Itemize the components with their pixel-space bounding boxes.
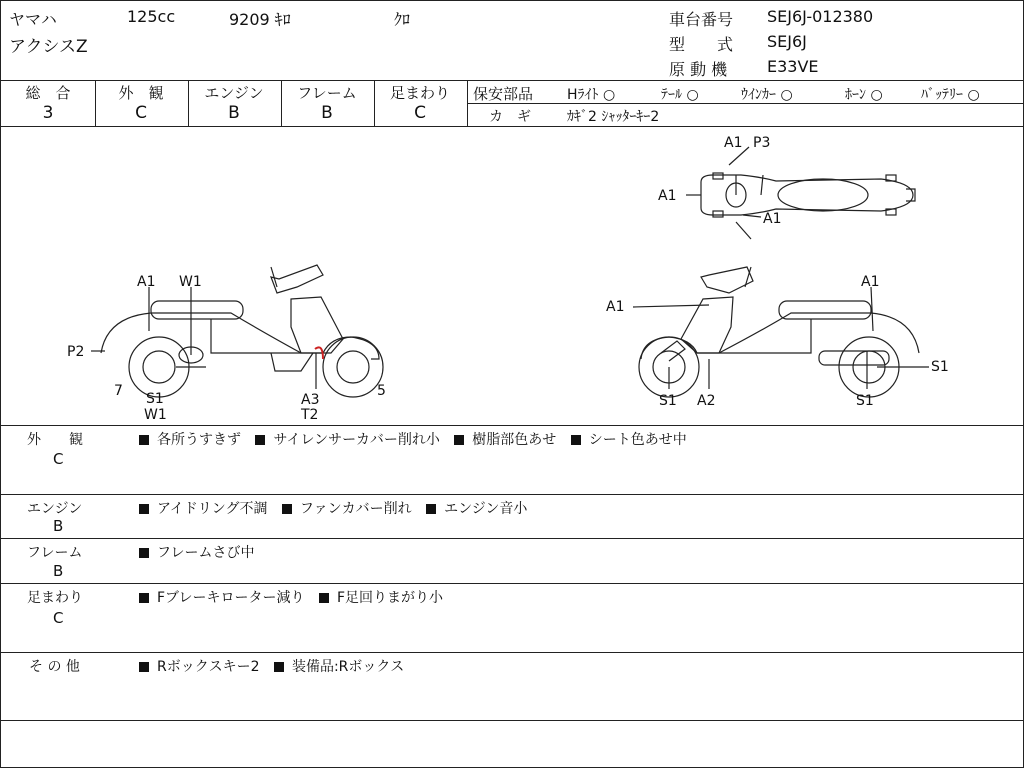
label-leader-lines: [91, 175, 929, 389]
divider: [1, 80, 1023, 81]
displacement: 125cc: [127, 7, 176, 26]
note-item: エンジン音小: [444, 501, 528, 517]
bullet-square-icon: [139, 548, 149, 558]
cond-other-notes: [139, 656, 404, 676]
cond-frame-title: フレーム: [27, 545, 83, 561]
safety-item-tail: ﾃｰﾙ ○: [661, 87, 699, 103]
frame-no-label: 車台番号: [669, 10, 734, 29]
label-p3: P3: [753, 135, 771, 151]
bullet-square-icon: [571, 435, 581, 445]
damage-diagram: [1, 127, 1023, 425]
label-left-t2: T2: [301, 407, 319, 423]
body-color: ｸﾛ: [394, 10, 411, 29]
grade-overall-label: 総 合: [25, 84, 71, 102]
note-item: アイドリング不調: [157, 501, 268, 517]
note-item: Fブレーキローター減り: [157, 590, 305, 606]
safety-mark-horn: ○: [870, 87, 883, 103]
safety-mark-winker: ○: [780, 87, 793, 103]
label-left-w1b: W1: [144, 407, 167, 423]
label-right-a1-rear: A1: [861, 274, 880, 290]
bullet-square-icon: [426, 504, 436, 514]
label-left-w1: W1: [179, 274, 202, 290]
safety-item-headlight: Hﾗｲﾄ ○: [567, 87, 616, 103]
label-a1-front: A1: [658, 188, 677, 204]
grade-exterior-value: C: [135, 103, 147, 123]
grade-engine-value: B: [228, 103, 240, 123]
safety-mark-tail: ○: [686, 87, 699, 103]
grade-exterior-label: 外 観: [118, 84, 164, 102]
cond-suspension-title: 足まわり: [27, 590, 83, 606]
label-left-s1: S1: [146, 391, 164, 407]
grade-suspension-label: 足まわり: [389, 84, 450, 102]
cond-exterior-grade: C: [53, 450, 64, 468]
divider: [1, 652, 1023, 653]
scooter-top-view: [701, 147, 915, 239]
cond-suspension-notes: [139, 587, 443, 607]
frame-no: SEJ6J-012380: [767, 7, 874, 26]
safety-item-horn: ﾎｰﾝ ○: [845, 87, 883, 103]
bullet-square-icon: [274, 662, 284, 672]
label-a1-side: A1: [763, 211, 782, 227]
cond-frame-notes: [139, 542, 254, 562]
bullet-square-icon: [255, 435, 265, 445]
cond-engine-notes: [139, 498, 527, 518]
grade-frame-label: フレーム: [297, 84, 357, 102]
bullet-square-icon: [139, 662, 149, 672]
cond-suspension-grade: C: [53, 609, 64, 627]
cond-exterior-title: 外 観: [27, 432, 83, 448]
bullet-square-icon: [454, 435, 464, 445]
cond-exterior-notes: [139, 429, 687, 449]
grade-suspension-value: C: [414, 103, 426, 123]
mileage: 9209 ｷﾛ: [229, 10, 291, 29]
label-a1-top: A1: [724, 135, 743, 151]
grade-overall-value: 3: [42, 103, 54, 123]
type-value: SEJ6J: [767, 32, 807, 51]
divider: [1, 425, 1023, 426]
grade-engine-label: エンジン: [204, 84, 264, 102]
note-item: F足回りまがり小: [336, 590, 444, 606]
type-label: 型 式: [669, 35, 734, 54]
divider: [1, 720, 1023, 721]
bullet-square-icon: [139, 435, 149, 445]
note-item: 各所うすきず: [157, 432, 241, 448]
label-left-a1: A1: [137, 274, 156, 290]
divider: [1, 538, 1023, 539]
note-item: フレームさび中: [157, 545, 255, 561]
cond-engine-title: エンジン: [27, 501, 83, 517]
note-item: Rボックスキー2: [157, 659, 260, 675]
label-right-s1-rear: S1: [856, 393, 874, 409]
key-value: ｶｷﾞ2 ｼｬｯﾀｰｷｰ2: [567, 109, 660, 125]
safety-title: 保安部品: [473, 85, 534, 103]
divider: [1, 494, 1023, 495]
label-right-s1-side: S1: [931, 359, 949, 375]
label-left-a3: A3: [301, 392, 320, 408]
key-label: カ ギ: [489, 109, 531, 125]
cond-engine-grade: B: [53, 517, 64, 535]
divider: [1, 583, 1023, 584]
label-left-7: 7: [114, 383, 123, 399]
label-right-s1-front: S1: [659, 393, 677, 409]
grade-frame-value: B: [321, 103, 333, 123]
safety-mark-battery: ○: [967, 87, 980, 103]
bullet-square-icon: [139, 504, 149, 514]
label-left-p2: P2: [67, 344, 85, 360]
cond-frame-grade: B: [53, 562, 64, 580]
note-item: ファンカバー削れ: [299, 501, 412, 517]
note-item: 樹脂部色あせ: [472, 432, 557, 448]
cond-other-title: そ の 他: [29, 659, 80, 675]
safety-mark-headlight: ○: [602, 87, 616, 103]
note-item: シート色あせ中: [588, 432, 687, 448]
maker: ヤマハ: [9, 10, 57, 29]
engine-value: E33VE: [767, 57, 819, 76]
bullet-square-icon: [139, 593, 149, 603]
note-item: 装備品:Rボックス: [291, 659, 405, 675]
model-name: アクシスZ: [9, 37, 88, 57]
safety-item-battery: ﾊﾞｯﾃﾘｰ ○: [921, 87, 980, 103]
label-right-a2: A2: [697, 393, 716, 409]
label-right-a1-front: A1: [606, 299, 625, 315]
bullet-square-icon: [282, 504, 292, 514]
safety-item-winker: ｳｲﾝｶｰ ○: [741, 87, 793, 103]
engine-label: 原 動 機: [669, 60, 728, 79]
bullet-square-icon: [319, 593, 329, 603]
label-left-5: 5: [377, 383, 386, 399]
note-item: サイレンサーカバー削れ小: [273, 432, 440, 448]
